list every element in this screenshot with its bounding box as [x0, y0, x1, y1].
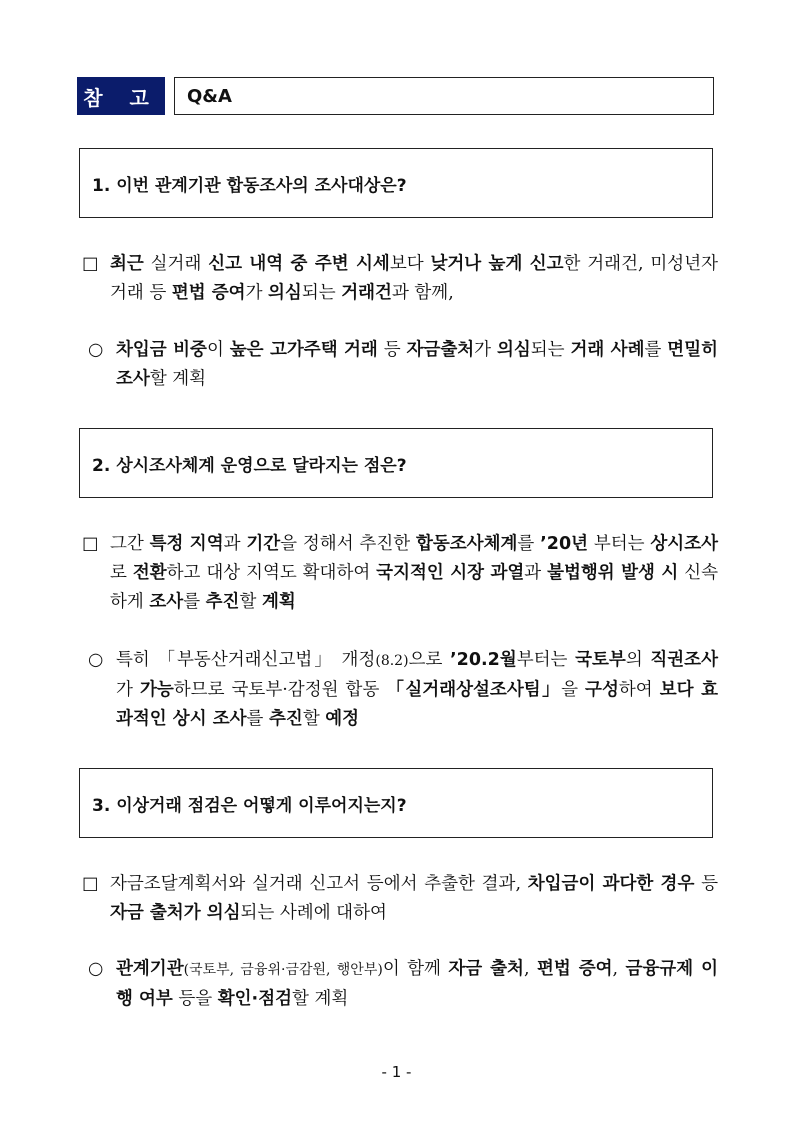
text-run: 특히 「부동산거래신고법」 개정 — [116, 650, 376, 670]
q3-answer-paragraph — [82, 870, 718, 928]
text-run: 되는 — [301, 283, 342, 303]
q1-answer-text — [82, 250, 718, 308]
text-run: 과 — [223, 534, 247, 554]
text-run: 실거래 — [143, 254, 209, 274]
text-run: 「실거래상설조사팀」 — [386, 680, 562, 700]
text-run: 이 함께 — [382, 959, 449, 979]
text-run: 전환 — [132, 563, 167, 583]
text-run: 부터는 — [588, 534, 651, 554]
text-run: 자금 출처가 의심 — [110, 903, 241, 923]
text-run: 의심 — [268, 283, 302, 303]
text-run: 구성 — [585, 680, 619, 700]
text-run: 상시조사 — [650, 534, 719, 554]
text-run: 직권조사 — [650, 650, 718, 670]
q2-detail-paragraph — [88, 646, 718, 734]
text-run: 편법 증여 — [171, 283, 246, 303]
text-run: 추진 — [205, 592, 240, 612]
text-run: 되는 — [530, 340, 571, 360]
question-2-box: 2. 상시조사체계 운영으로 달라지는 점은? — [79, 428, 713, 498]
text-run: (국토부, 금융위·금감원, 행안부) — [183, 962, 383, 978]
text-run: 금융규제 이행 여부 — [116, 959, 718, 1009]
text-run: 차입금이 과다한 경우 — [527, 874, 695, 894]
text-run: 확인·점검 — [217, 989, 293, 1009]
text-run: 를 — [517, 534, 541, 554]
text-run: 높은 고가주택 거래 — [229, 340, 378, 360]
text-run: 가 — [116, 680, 140, 700]
text-run: 가능 — [139, 680, 174, 700]
q3-detail-paragraph — [88, 955, 718, 1014]
text-run: , — [612, 959, 626, 979]
text-run: 를 — [183, 592, 206, 612]
text-run: 가 — [474, 340, 497, 360]
text-run: 의심 — [496, 340, 531, 360]
text-run: 를 — [246, 709, 269, 729]
text-run: 보다 — [389, 254, 431, 274]
square-bullet-icon: □ — [82, 874, 99, 894]
text-run: 차입금 비중 — [116, 340, 207, 360]
circle-bullet-icon: ○ — [88, 340, 104, 360]
q1-answer-paragraph — [82, 250, 718, 308]
text-run: 를 — [644, 340, 668, 360]
text-run: 거래건 — [341, 283, 392, 303]
text-run: 조사 — [149, 592, 184, 612]
text-run: (8.2) — [375, 653, 409, 669]
text-run: 예정 — [325, 709, 360, 729]
q3-answer-text — [82, 870, 718, 928]
circle-bullet-icon: ○ — [88, 650, 104, 670]
q3-detail-text — [88, 955, 718, 1014]
text-run: 추진 — [269, 709, 303, 729]
q2-answer-text — [82, 530, 718, 617]
q2-detail-text — [88, 646, 718, 734]
text-run: 등을 — [172, 989, 218, 1009]
circle-bullet-icon: ○ — [88, 959, 104, 979]
text-run: 하여 — [618, 680, 660, 700]
text-run: 거래 사례 — [570, 340, 645, 360]
text-run: 합동조사체계 — [415, 534, 518, 554]
question-1-box: 1. 이번 관계기관 합동조사의 조사대상은? — [79, 148, 713, 218]
text-run: 부터는 — [516, 650, 576, 670]
text-run: 최근 — [110, 254, 144, 274]
text-run: 특정 지역 — [149, 534, 224, 554]
page-number: - 1 - — [381, 1063, 412, 1081]
text-run: 되는 사례에 대하여 — [240, 903, 387, 923]
text-run: 과 — [524, 563, 548, 583]
text-run: 과 함께, — [391, 283, 454, 303]
text-run: 로 — [110, 563, 133, 583]
text-run: 자금출처 — [406, 340, 475, 360]
text-run: 한 거래건, 미성년자 거래 등 — [110, 254, 719, 303]
q1-detail-text — [88, 336, 718, 394]
text-run: 면밀히 조사 — [116, 340, 719, 389]
text-run: 할 — [239, 592, 262, 612]
text-run: 등 — [377, 340, 407, 360]
q1-detail-paragraph — [88, 336, 718, 394]
q2-answer-paragraph — [82, 530, 718, 617]
page-title: Q&A — [174, 77, 714, 115]
text-run: 을 — [561, 680, 586, 700]
text-run: 자금조달계획서와 실거래 신고서 등에서 추출한 결과, — [110, 874, 528, 894]
text-run: 하고 대상 지역도 확대하여 — [166, 563, 377, 583]
text-run: 보다 효과적인 상시 조사 — [116, 680, 719, 729]
text-run: 이 — [206, 340, 230, 360]
text-run: 하므로 국토부·감정원 합동 — [173, 680, 387, 700]
question-3-box: 3. 이상거래 점검은 어떻게 이루어지는지? — [79, 768, 713, 838]
text-run: 계획 — [261, 592, 296, 612]
text-run: ’20년 — [540, 534, 589, 554]
text-run: , — [523, 959, 537, 979]
text-run: 낮거나 높게 신고 — [430, 254, 564, 274]
text-run: 할 계획 — [292, 989, 349, 1009]
text-run: 신속하게 — [110, 563, 719, 612]
text-run: 국토부 — [575, 650, 626, 670]
text-run: 국지적인 시장 과열 — [376, 563, 525, 583]
text-run: 가 — [245, 283, 269, 303]
text-run: 등 — [694, 874, 718, 894]
text-run: ’20.2월 — [450, 650, 517, 670]
text-run: 기간 — [246, 534, 281, 554]
text-run: 관계기관 — [116, 959, 184, 979]
text-run: 을 정해서 추진한 — [280, 534, 416, 554]
square-bullet-icon: □ — [82, 534, 99, 554]
text-run: 그간 — [110, 534, 150, 554]
text-run: 편법 증여 — [536, 959, 613, 979]
text-run: 으로 — [408, 650, 451, 670]
text-run: 자금 출처 — [448, 959, 524, 979]
square-bullet-icon: □ — [82, 254, 99, 274]
text-run: 할 계획 — [149, 369, 207, 389]
reference-tag: 참 고 — [77, 77, 165, 115]
text-run: 신고 내역 중 주변 시세 — [208, 254, 390, 274]
text-run: 할 — [302, 709, 326, 729]
text-run: 의 — [625, 650, 651, 670]
text-run: 불법행위 발생 시 — [547, 563, 679, 583]
